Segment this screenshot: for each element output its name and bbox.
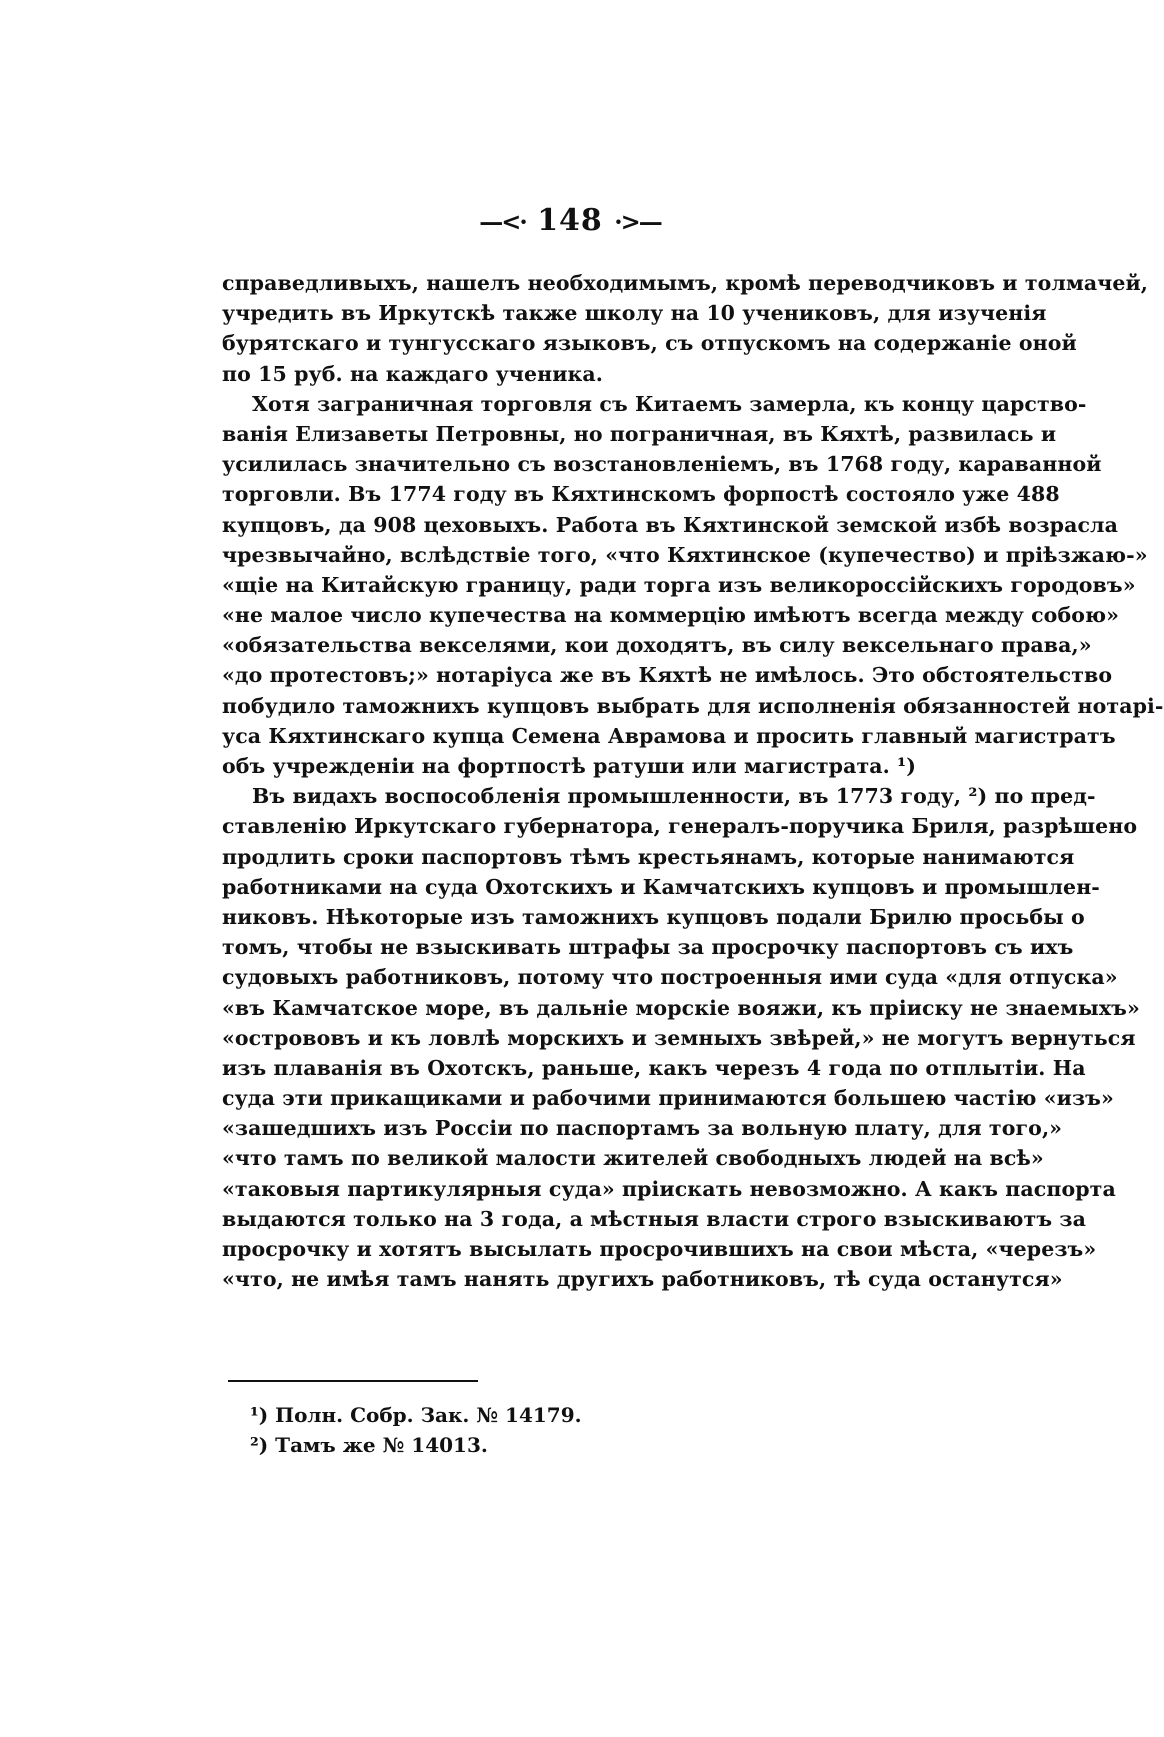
text-line: справедливыхъ, нашелъ необходимымъ, кромѣ переводчиковъ и толмачей, (222, 271, 1149, 295)
text-line: «острововъ и къ ловлѣ морскихъ и земныхъ звѣрей,» не могутъ вернуться (222, 1025, 1136, 1050)
text-line: купцовъ, да 908 цеховыхъ. Работа въ Кяхтинской земской избѣ возрасла (222, 512, 1118, 537)
text-line: изъ плаванія въ Охотскъ, раньше, какъ черезъ 4 года по отплытіи. На (222, 1055, 1086, 1080)
page-number: 148 (537, 203, 603, 238)
header-ornament-right: ·>— (614, 207, 661, 236)
text-line: «что тамъ по великой малости жителей свободныхъ людей на всѣ» (222, 1146, 1044, 1171)
page-header (0, 204, 1140, 239)
text-line: ставленію Иркутскаго губернатора, генералъ-поручика Бриля, разрѣшено (222, 814, 1138, 839)
text-line: торговли. Въ 1774 году въ Кяхтинскомъ форпостѣ состояло уже 488 (222, 482, 1060, 507)
text-line: «до протестовъ;» нотаріуса же въ Кяхтѣ не имѣлось. Это обстоятельство (222, 663, 1113, 688)
text-line: учредить въ Иркутскѣ также школу на 10 учениковъ, для изученія (222, 301, 1047, 326)
paragraph-1 (222, 268, 1149, 389)
text-line: выдаются только на 3 года, а мѣстныя власти строго взыскиваютъ за (222, 1206, 1086, 1231)
header-ornament-left: —<· (479, 207, 526, 236)
text-line: усилилась значительно съ возстановленіемъ, въ 1768 году, караванной (222, 452, 1102, 477)
text-line: Хотя заграничная торговля съ Китаемъ замерла, къ концу царство- (252, 391, 1087, 416)
text-line: ванія Елизаветы Петровны, но пограничная, въ Кяхтѣ, развилась и (222, 421, 1057, 446)
main-text (222, 268, 1164, 1294)
text-line: побудило таможнихъ купцовъ выбрать для исполненія обязанностей нотарі- (222, 693, 1164, 718)
text-line: «что, не имѣя тамъ нанять другихъ работниковъ, тѣ суда останутся» (222, 1267, 1063, 1292)
footnote-2: ²) Тамъ же № 14013. (250, 1433, 488, 1457)
text-line: «не малое число купечества на коммерцію имѣютъ всегда между собою» (222, 603, 1120, 628)
paragraph-3 (222, 781, 1140, 1294)
text-line: никовъ. Нѣкоторые изъ таможнихъ купцовъ подали Брилю просьбы о (222, 904, 1085, 929)
footnote-1: ¹) Полн. Собр. Зак. № 14179. (250, 1403, 582, 1427)
text-line: Въ видахъ воспособленія промышленности, въ 1773 году, ²) по пред- (252, 784, 1096, 809)
text-line: продлить сроки паспортовъ тѣмъ крестьянамъ, которые нанимаются (222, 844, 1075, 869)
text-line: по 15 руб. на каждаго ученика. (222, 361, 604, 386)
text-line: «въ Камчатское море, въ дальніе морскіе вояжи, къ пріиску не знаемыхъ» (222, 995, 1140, 1020)
text-line: томъ, чтобы не взыскивать штрафы за просрочку паспортовъ съ ихъ (222, 935, 1074, 960)
text-line: работниками на суда Охотскихъ и Камчатскихъ купцовъ и промышлен- (222, 874, 1100, 899)
footnotes (250, 1400, 750, 1460)
text-line: уса Кяхтинскаго купца Семена Аврамова и просить главный магистратъ (222, 723, 1116, 748)
footnote-divider (228, 1380, 478, 1382)
text-line: объ учрежденіи на фортпостѣ ратуши или магистрата. ¹) (222, 754, 917, 778)
paragraph-2 (222, 389, 1164, 781)
text-line: «таковыя партикулярныя суда» пріискать невозможно. А какъ паспорта (222, 1176, 1116, 1201)
text-line: просрочку и хотятъ высылать просрочившихъ на свои мѣста, «черезъ» (222, 1237, 1097, 1261)
text-line: «зашедшихъ изъ Россіи по паспортамъ за вольную плату, для того,» (222, 1116, 1063, 1141)
text-line: «обязательства векселями, кои доходятъ, въ силу вексельнаго права,» (222, 633, 1092, 658)
text-line: бурятскаго и тунгусскаго языковъ, съ отпускомъ на содержаніе оной (222, 331, 1077, 356)
text-line: чрезвычайно, вслѣдствіе того, «что Кяхтинское (купечество) и пріѣзжаю-» (222, 542, 1148, 567)
text-line: судовыхъ работниковъ, потому что построенныя ими суда «для отпуска» (222, 965, 1118, 990)
text-line: «щіе на Китайскую границу, ради торга изъ великороссійскихъ городовъ» (222, 572, 1136, 597)
text-line: суда эти прикащиками и рабочими принимаются большею частію «изъ» (222, 1086, 1114, 1111)
